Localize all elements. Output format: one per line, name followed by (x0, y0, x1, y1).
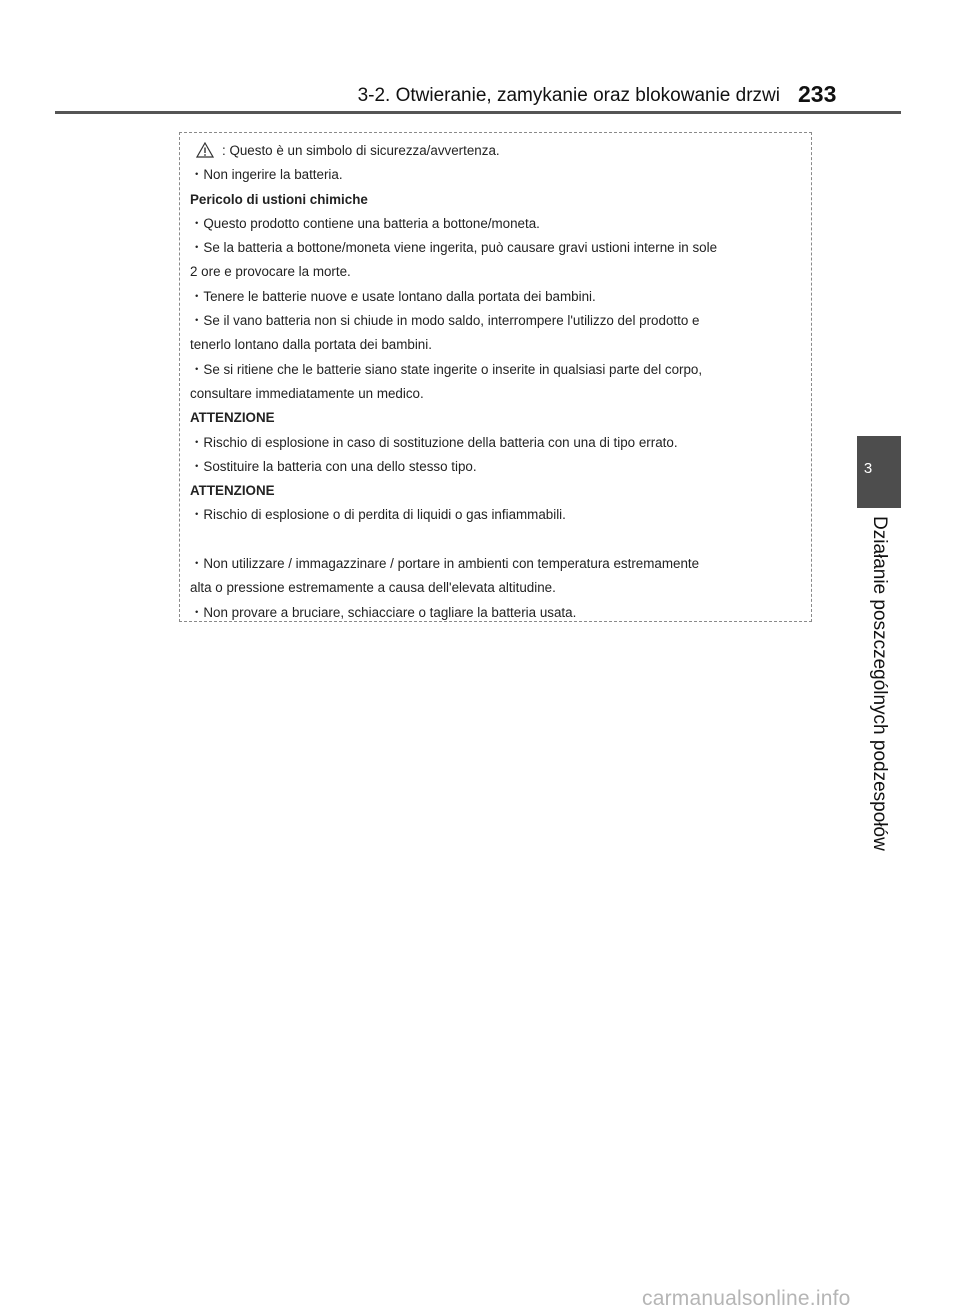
warning-line: ・Tenere le batterie nuove e usate lontano dalla portata dei bambini. (190, 288, 596, 304)
warning-line: ・Sostituire la batteria con una dello stesso tipo. (190, 458, 477, 474)
safety-symbol-text: : Questo è un simbolo di sicurezza/avvertenza. (222, 143, 500, 158)
chapter-tab (857, 436, 901, 508)
warning-line: ・Se la batteria a bottone/moneta viene ingerita, può causare gravi ustioni interne in sole (190, 240, 718, 256)
warning-heading: ATTENZIONE (190, 410, 275, 426)
warning-triangle-icon (196, 142, 214, 163)
warning-line: consultare immediatamente un medico. (190, 385, 424, 401)
warning-line: alta o pressione estremamente a causa dell'elevata altitudine. (190, 580, 556, 596)
battery-warning-box (179, 132, 812, 622)
warning-line: ・Rischio di esplosione o di perdita di liquidi o gas infiammabili. (190, 507, 566, 523)
chapter-title: Działanie poszczególnych podzespołów (869, 516, 890, 851)
warning-line: ・Rischio di esplosione in caso di sostituzione della batteria con una di tipo errato. (190, 434, 678, 450)
header-divider (55, 111, 901, 114)
page-number: 233 (798, 81, 837, 107)
warning-line: 2 ore e provocare la morte. (190, 264, 351, 280)
warning-line: ・Questo prodotto contiene una batteria a bottone/moneta. (190, 215, 540, 231)
blank-line (190, 528, 801, 552)
safety-symbol-line (190, 139, 801, 163)
chapter-number: 3 (863, 460, 873, 477)
warning-line: ・Se il vano batteria non si chiude in modo saldo, interrompere l'utilizzo del prodotto e (190, 313, 700, 329)
warning-heading: Pericolo di ustioni chimiche (190, 191, 368, 207)
section-title: 3-2. Otwieranie, zamykanie oraz blokowanie drzwi (357, 85, 780, 106)
warning-line: ・Se si ritiene che le batterie siano state ingerite o inserite in qualsiasi parte del corpo, (190, 361, 703, 377)
warning-line: ・Non utilizzare / immagazzinare / portare in ambienti con temperatura estremamente (190, 556, 700, 572)
footer-watermark: carmanualsonline.info (642, 1287, 851, 1310)
warning-heading: ATTENZIONE (190, 483, 275, 499)
warning-line: ・Non provare a bruciare, schiacciare o tagliare la batteria usata. (190, 604, 577, 620)
warning-line: tenerlo lontano dalla portata dei bambini. (190, 337, 432, 353)
warning-line: ・Non ingerire la batteria. (190, 167, 343, 183)
